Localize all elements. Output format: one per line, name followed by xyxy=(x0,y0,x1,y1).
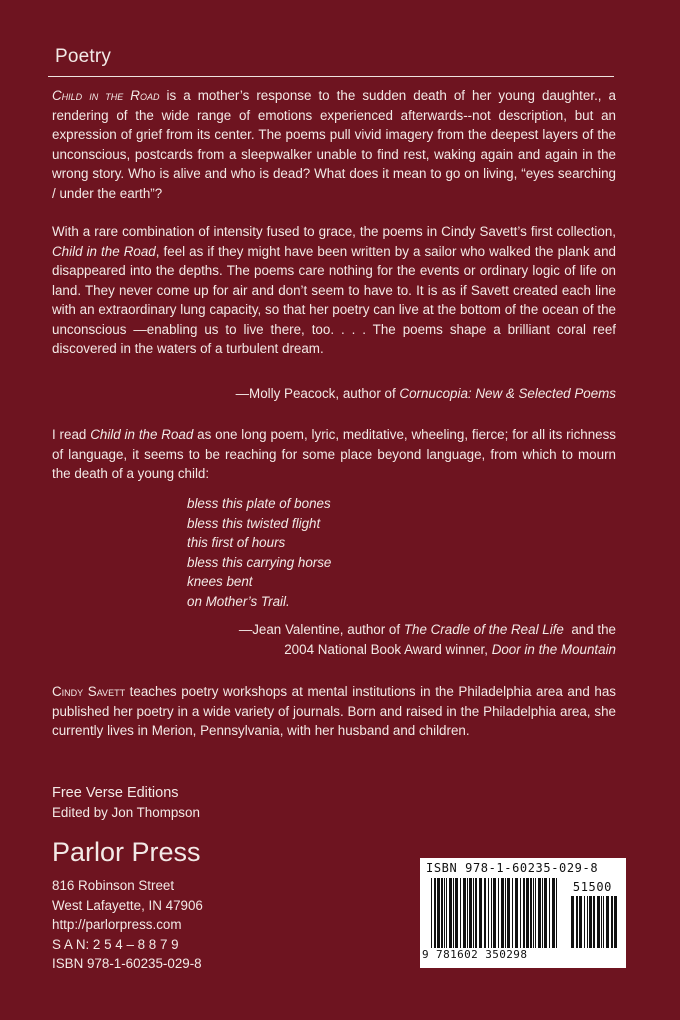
verse-line: bless this plate of bones xyxy=(187,496,331,511)
barcode-bar xyxy=(498,878,499,948)
barcode-bar xyxy=(449,878,452,948)
barcode-bar xyxy=(579,896,582,948)
blurb-text: With a rare combination of intensity fused to grace, the poems in Cindy Savett’s first collection, xyxy=(52,224,616,239)
book-title: Child in the Road xyxy=(90,427,194,442)
barcode-bar xyxy=(515,878,518,948)
attribution-text: 2004 National Book Award winner, xyxy=(284,641,492,657)
barcode-bar xyxy=(460,878,461,948)
barcode-bar xyxy=(463,878,466,948)
barcode-bar xyxy=(597,896,600,948)
attribution-text: —Jean Valentine, author of xyxy=(238,622,404,637)
attribution-work: Cornucopia: New & Selected Poems xyxy=(399,386,616,401)
verse-excerpt xyxy=(187,494,331,611)
attribution-peacock xyxy=(236,384,616,404)
barcode-bar xyxy=(535,878,536,948)
ean-digits: 9 781602 350298 xyxy=(422,948,528,961)
price-code: 51500 xyxy=(572,880,612,894)
barcode-bar xyxy=(467,878,468,948)
barcode-bar xyxy=(589,896,592,948)
barcode-bar xyxy=(446,878,447,948)
barcode-bar xyxy=(523,878,525,948)
barcode-bar xyxy=(584,896,585,948)
publisher-address xyxy=(52,876,203,974)
barcode-bar xyxy=(434,878,436,948)
attribution-valentine xyxy=(239,620,616,659)
barcode-bar xyxy=(576,896,578,948)
barcode-bar xyxy=(484,878,486,948)
barcode-bar xyxy=(479,878,482,948)
ean-barcode-bars xyxy=(430,878,560,948)
blurb-text: I read xyxy=(52,427,91,442)
blurb-text: , feel as if they might have been written by a sailor who walked the plank and disappeared into the depths. The poems care nothing for the events or ordinary logic of life on land. They never come up for air and don’t seem to have to. It is as if Savett created each line with an extraordinary lung capacity, so that her poetry can live at the bottom of the ocean of the unconscious —enabling us to live there, too. . . . The poems shape a brilliant coral reef discovered in the waters of a turbulent dream. xyxy=(52,243,616,356)
verse-line: on Mother’s Trail. xyxy=(187,593,290,609)
barcode-bar xyxy=(473,878,474,948)
barcode-bar xyxy=(475,878,477,948)
barcode-bar xyxy=(533,878,534,948)
barcode-bar xyxy=(603,896,604,948)
isbn-label: ISBN 978-1-60235-029-8 xyxy=(426,861,599,875)
barcode-bar xyxy=(538,878,541,948)
barcode-bar xyxy=(455,878,458,948)
attribution-text: and the xyxy=(563,622,616,637)
publisher-name: Parlor Press xyxy=(52,837,201,867)
verse-line: bless this twisted flight xyxy=(187,515,321,531)
barcode-bar xyxy=(507,878,510,948)
barcode-bar xyxy=(614,896,617,948)
isbn-barcode xyxy=(420,858,626,968)
verse-line: knees bent xyxy=(187,574,253,589)
barcode-bar xyxy=(601,896,602,948)
barcode-bar xyxy=(542,878,543,948)
attribution-work: Door in the Mountain xyxy=(491,641,616,657)
address-line: West Lafayette, IN 47906 xyxy=(52,897,203,913)
verse-line: this first of hours xyxy=(187,535,286,550)
barcode-bar xyxy=(491,878,492,948)
barcode-bar xyxy=(530,878,532,948)
barcode-bar xyxy=(431,878,432,948)
bio-text: teaches poetry workshops at mental institutions in the Philadelphia area and has published her poetry in a wide variety of journals. Born and raised in the Philadelphia area, she currently lives in Merion, Pennsylvania, with her husband and children. xyxy=(52,684,616,738)
blurb-paragraph-2 xyxy=(52,222,616,359)
barcode-bar xyxy=(593,896,595,948)
barcode-bar xyxy=(469,878,472,948)
barcode-bar xyxy=(556,878,557,948)
barcode-bar xyxy=(437,878,440,948)
attribution-work: The Cradle of the Real Life xyxy=(403,622,564,637)
blurb-paragraph-1 xyxy=(52,86,616,203)
address-line: ISBN 978-1-60235-029-8 xyxy=(52,956,202,971)
series-name: Free Verse Editions xyxy=(52,785,179,801)
address-line: 816 Robinson Street xyxy=(52,878,175,893)
barcode-bar xyxy=(520,878,521,948)
book-title: Child in the Road xyxy=(52,243,156,259)
barcode-bar xyxy=(587,896,588,948)
barcode-bar xyxy=(549,878,550,948)
barcode-bar xyxy=(606,896,609,948)
attribution-text: —Molly Peacock, author of xyxy=(235,386,400,401)
address-line: http://parlorpress.com xyxy=(52,917,182,932)
barcode-bar xyxy=(611,896,613,948)
barcode-bar xyxy=(512,878,513,948)
barcode-bar xyxy=(552,878,555,948)
blurb-text: as one long poem, lyric, meditative, wheeling, fierce; for all its richness of language, it seems to be reaching for some place beyond language, from which to mourn the death of a young child: xyxy=(52,427,616,481)
barcode-bar xyxy=(453,878,454,948)
barcode-bar xyxy=(444,878,445,948)
barcode-bar xyxy=(571,896,574,948)
barcode-bar xyxy=(493,878,496,948)
author-name: Cindy Savett xyxy=(52,684,126,699)
barcode-bar xyxy=(505,878,506,948)
barcode-bar xyxy=(501,878,504,948)
barcode-bar xyxy=(526,878,529,948)
header-rule xyxy=(48,76,614,77)
category-label: Poetry xyxy=(55,46,112,67)
price-barcode-bars xyxy=(570,896,618,948)
barcode-bar xyxy=(441,878,443,948)
book-title: Child in the Road xyxy=(52,88,160,103)
address-line: S A N: 2 5 4 – 8 8 7 9 xyxy=(52,936,179,952)
series-editor: Edited by Jon Thompson xyxy=(52,805,200,820)
barcode-bar xyxy=(544,878,547,948)
blurb-paragraph-3 xyxy=(52,425,616,484)
author-bio xyxy=(52,682,616,741)
blurb-text: is a mother’s response to the sudden death of her young daughter., a rendering of the wide range of emotions experienced afterwards--not description, but an expression of grief from its center. The poems pull vivid imagery from the deepest layers of the unconscious, postcards from a sleepwalker unable to find rest, waking again and again in the wrong story. Who is alive and who is dead? What does it mean to go on living, “eyes searching / under the earth”? xyxy=(52,88,616,201)
barcode-bar xyxy=(488,878,489,948)
verse-line: bless this carrying horse xyxy=(187,554,332,570)
